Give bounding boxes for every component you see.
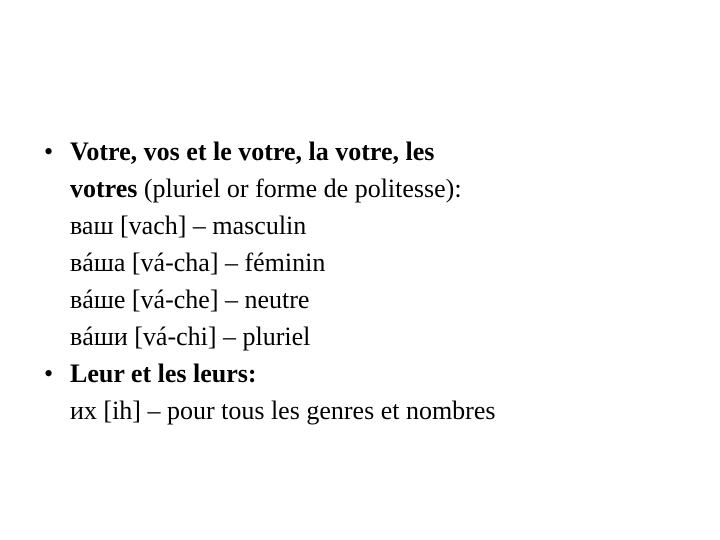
- form-pluriel: вáши [vá-chi] – pluriel: [70, 322, 311, 351]
- bullet-subheading-bold: votres: [70, 174, 138, 203]
- bullet-item-leur: [44, 355, 704, 429]
- bullet-heading: Votre, vos et le votre, la votre, les: [70, 137, 435, 166]
- bullet-subheading: [70, 170, 704, 207]
- form-masculin: ваш [vach] – masculin: [70, 211, 307, 240]
- bullet-subheading-rest: (pluriel or forme de politesse):: [137, 174, 462, 203]
- form-feminin: вáша [vá-cha] – féminin: [70, 248, 326, 277]
- form-all-genders: их [ih] – pour tous les genres et nombres: [70, 396, 496, 425]
- bullet-heading: Leur et les leurs:: [70, 359, 257, 388]
- form-neutre: вáше [vá-che] – neutre: [70, 285, 310, 314]
- bullet-item-votre: [44, 133, 704, 355]
- bullet-dot-icon: •: [44, 359, 54, 388]
- bullet-dot-icon: •: [44, 137, 54, 166]
- bullet-list: [44, 133, 704, 429]
